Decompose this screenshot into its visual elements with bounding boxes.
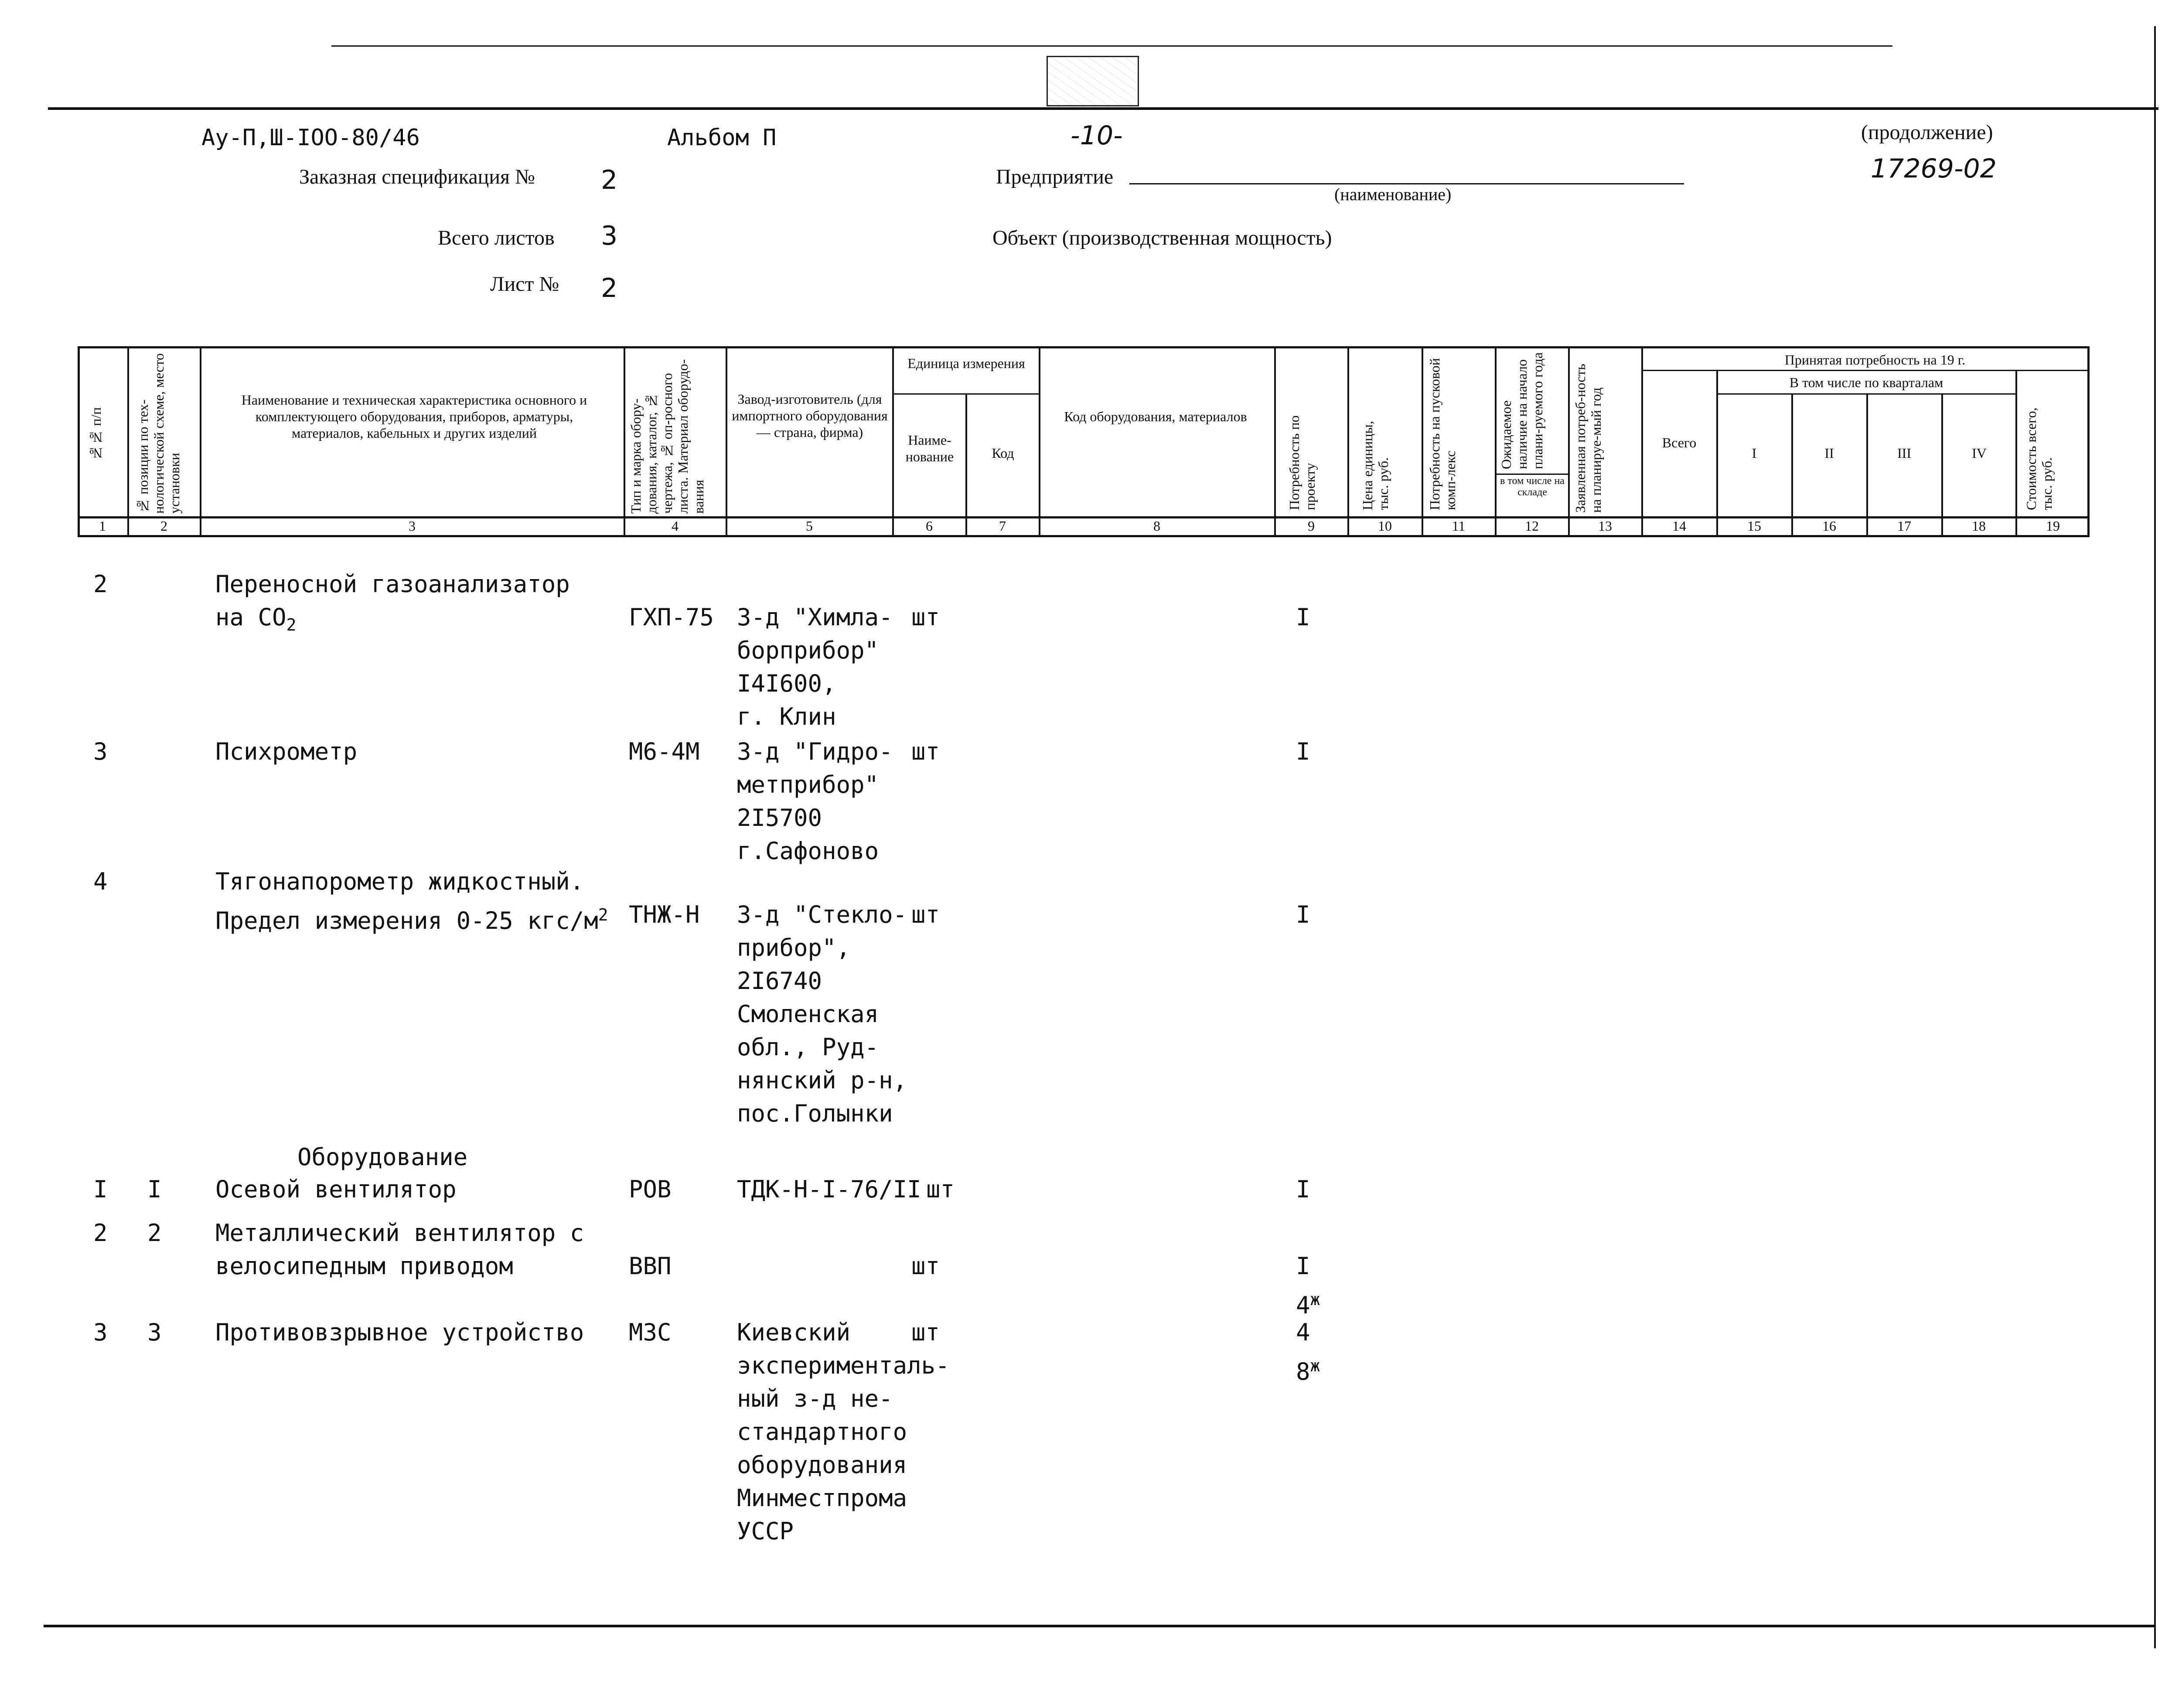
col-line — [200, 346, 201, 537]
col-number: 17 — [1897, 518, 1911, 534]
col-header-quarters-group: В том числе по кварталам — [1789, 375, 1943, 390]
col-line — [2015, 371, 2017, 537]
row-unit: шт — [911, 901, 940, 928]
col-number: 14 — [1672, 518, 1686, 534]
col-number: 18 — [1972, 518, 1986, 534]
col-header-position: № позиции по тех-нологической схеме, место установки — [135, 353, 182, 514]
col-header-cost: Стоимость всего, тыс. руб. — [2023, 407, 2055, 510]
row-number: 2 — [93, 1219, 108, 1247]
page-number: -10- — [1071, 120, 1123, 151]
col-line — [1866, 394, 1868, 537]
col-header-unit-price: Цена единицы, тыс. руб. — [1360, 421, 1391, 510]
spec-value: 2 — [601, 165, 618, 195]
document-number: 17269-02 — [1871, 153, 1997, 184]
row-unit: шт — [911, 738, 940, 765]
unit-group-line — [892, 393, 1040, 395]
col-number: 10 — [1378, 518, 1392, 534]
col-header-maker: Завод-изготовитель (для импортного оборудования — страна, фирма) — [732, 391, 888, 440]
col-number: 8 — [1153, 518, 1160, 534]
right-edge-rule — [2154, 26, 2156, 1648]
col-line — [726, 346, 727, 537]
col-header-q3: III — [1897, 445, 1911, 461]
col-number: 5 — [806, 518, 813, 534]
col-header-need-launch: Потребность на пусковой комп-лекс — [1427, 358, 1458, 510]
row-maker: Киевский эксперименталь- ный з-д не- стандартного оборудования Минместпрома УССР — [737, 1319, 950, 1545]
row-number: 2 — [93, 570, 108, 598]
col-line — [127, 346, 129, 537]
row-unit: шт — [911, 603, 940, 631]
enterprise-caption: (наименование) — [1334, 184, 1452, 204]
row-position: 3 — [147, 1319, 162, 1346]
col-header-total: Всего — [1662, 435, 1697, 450]
row-name: Осевой вентилятор — [215, 1176, 457, 1203]
row-type: МЗС — [629, 1319, 672, 1346]
top-rule — [48, 107, 2158, 110]
col-number: 16 — [1822, 518, 1836, 534]
row-maker: ТДК-Н-I-76/II — [737, 1176, 921, 1203]
col-header-equipment-code: Код оборудования, материалов — [1064, 409, 1247, 424]
album-title: Альбом П — [667, 125, 777, 151]
col-number: 12 — [1525, 518, 1539, 534]
sheet-label: Лист № — [490, 273, 559, 296]
col-header-unit-group: Единица измерения — [907, 355, 1025, 371]
section-heading: Оборудование — [297, 1143, 468, 1171]
bottom-rule — [44, 1625, 2154, 1627]
row-number: 4 — [93, 868, 108, 895]
row-type: РОВ — [629, 1176, 672, 1203]
col-number: 9 — [1308, 518, 1315, 534]
col-header-need-project: Потребность по проекту — [1286, 415, 1318, 510]
row-unit: шт — [911, 1319, 940, 1346]
col-line — [1274, 346, 1276, 537]
col-line — [1422, 346, 1423, 537]
stock-line — [1495, 474, 1569, 475]
row-type: ВВП — [629, 1252, 672, 1280]
col-line — [1941, 394, 1943, 537]
row-maker: З-д "Гидро- метприбор" 2I5700 г.Сафоново — [737, 738, 893, 865]
row-need: I $4^ж$ — [1296, 1252, 1320, 1319]
col-line — [1495, 346, 1497, 537]
sheets-total-value: 3 — [601, 221, 618, 251]
row-number: 3 — [93, 1319, 108, 1346]
col-header-unit-code: Код — [992, 445, 1014, 461]
stamp-box — [1047, 56, 1139, 106]
enterprise-label: Предприятие — [996, 165, 1114, 188]
col-header-q2: II — [1824, 445, 1834, 461]
col-header-in-stock: в том числе на складе — [1500, 475, 1565, 498]
col-header-number: №№ п/п — [88, 407, 104, 461]
row-name: Противовзрывное устройство — [215, 1319, 584, 1346]
row-name: Тягонапорометр жидкостный. Предел измерения 0-25 кгс/$м^2$ — [215, 868, 608, 934]
col-line — [1347, 346, 1349, 537]
col-line — [892, 346, 894, 537]
col-number: 2 — [160, 518, 167, 534]
col-header-type: Тип и марка обору-дования, каталог, № чертежа, № оп-росного листа. Материал оборудо-вания — [628, 359, 706, 514]
sheets-total-label: Всего листов — [438, 226, 555, 249]
row-type: М6-4М — [629, 738, 700, 765]
spec-label: Заказная спецификация № — [299, 165, 535, 188]
row-unit: шт — [911, 1252, 940, 1280]
object-label: Объект (производственная мощность) — [992, 226, 1332, 249]
col-number: 13 — [1598, 518, 1612, 534]
row-need: I — [1296, 603, 1310, 631]
row-type: ГХП-75 — [629, 603, 714, 631]
row-need: I — [1296, 901, 1310, 928]
col-line — [1568, 346, 1570, 537]
row-need: I — [1296, 1176, 1310, 1203]
row-need: I — [1296, 738, 1310, 765]
row-maker: З-д "Стекло- прибор", 2I6740 Смоленская обл., Руд- нянский р-н, пос.Голынки — [737, 901, 907, 1127]
col-header-requested: Заявленная потреб-ность на планируе-мый год — [1572, 364, 1604, 513]
col-number: 6 — [926, 518, 933, 534]
col-number: 4 — [672, 518, 678, 534]
col-header-expected-stock: Ожидаемое наличие на начало плани-руемого года — [1498, 352, 1545, 469]
col-line — [1791, 394, 1793, 537]
col-number: 7 — [999, 518, 1006, 534]
row-maker: З-д "Химла- борприбор" I4I600, г. Клин — [737, 603, 893, 730]
album-code: Ау-П,Ш-IOO-80/46 — [201, 125, 420, 151]
col-header-accepted-group: Принятая потребность на 19 г. — [1784, 352, 1966, 368]
row-need: 4 $8^ж$ — [1296, 1319, 1320, 1385]
row-unit: шт — [926, 1176, 955, 1203]
row-position: 2 — [147, 1219, 162, 1247]
col-line — [965, 394, 967, 537]
quarters-group-line — [1716, 393, 2016, 395]
row-name: Переносной газоанализатор на $CO_2$ — [215, 570, 570, 634]
col-number: 3 — [409, 518, 416, 534]
row-name: Психрометр — [215, 738, 358, 765]
row-number: 3 — [93, 738, 108, 765]
col-header-q4: IV — [1972, 445, 1987, 461]
accepted-group-line — [1641, 370, 2090, 371]
col-header-name: Наименование и техническая характеристика основного и комплектующего оборудования, приборов, арматуры, материалов, кабельных и других изделий — [241, 392, 587, 441]
col-number: 1 — [99, 518, 106, 534]
row-number: I — [93, 1176, 108, 1203]
continuation-label: (продолжение) — [1861, 121, 1993, 144]
col-line — [624, 346, 625, 537]
sheet-value: 2 — [601, 273, 618, 303]
col-header-q1: I — [1752, 445, 1757, 461]
col-line — [1039, 346, 1040, 537]
col-number: 19 — [2046, 518, 2060, 534]
col-number: 15 — [1747, 518, 1761, 534]
row-type: ТНЖ-Н — [629, 901, 700, 928]
top-thin-rule — [331, 45, 1892, 47]
col-header-unit-name: Наиме-нование — [905, 432, 954, 464]
col-number: 11 — [1452, 518, 1466, 534]
row-name: Металлический вентилятор с велосипедным приводом — [215, 1219, 584, 1280]
row-position: I — [147, 1176, 162, 1203]
